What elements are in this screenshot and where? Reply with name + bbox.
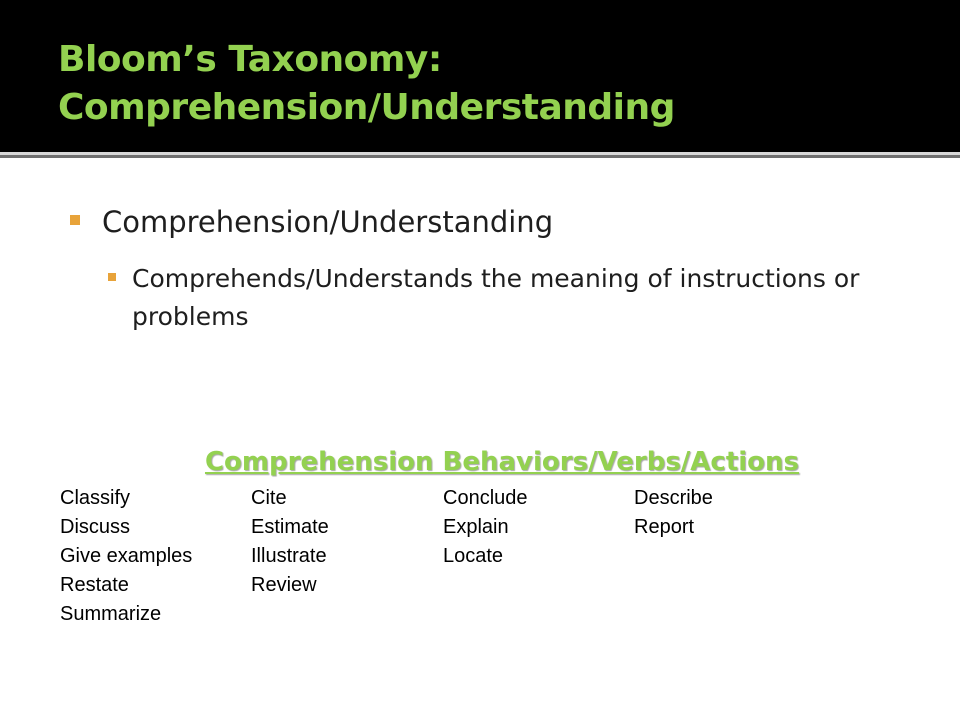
verb-cell [634,600,834,629]
slide-title [58,36,938,132]
verb-cell: Describe [634,487,713,509]
bullet-level-1-text: Comprehension/Understanding [102,205,554,239]
verb-cell [443,600,634,629]
verb-cell: Discuss [60,516,131,538]
verb-cell: Cite [251,487,287,509]
verb-cell: Give examples [60,545,193,567]
slide-title-line-1: Bloom’s Taxonomy: [58,39,442,80]
verbs-table [60,484,834,629]
verb-cell [251,600,443,629]
bullet-list [68,200,928,336]
bullet-level-2-text: Comprehends/Understands the meaning of instructions or problems [132,264,860,331]
square-bullet-icon [108,273,116,281]
verb-cell: Review [251,574,317,596]
verb-cell [634,571,834,600]
verb-cell: Explain [443,516,509,538]
verbs-heading: Comprehension Behaviors/Verbs/Actions [204,447,800,477]
square-bullet-icon [70,215,80,225]
verb-cell [443,571,634,600]
verb-cell: Summarize [60,603,162,625]
verb-cell: Estimate [251,516,329,538]
bullet-level-1 [68,200,928,244]
verb-cell: Locate [443,545,504,567]
bullet-level-2 [68,260,928,336]
verb-cell: Illustrate [251,545,327,567]
title-divider-dark [0,155,960,158]
verb-cell: Report [634,516,695,538]
verb-cell: Restate [60,574,129,596]
verb-cell [634,542,834,571]
verb-cell: Classify [60,487,131,509]
verb-cell: Conclude [443,487,528,509]
slide-title-line-2: Comprehension/Understanding [58,87,675,128]
title-band [0,0,960,152]
